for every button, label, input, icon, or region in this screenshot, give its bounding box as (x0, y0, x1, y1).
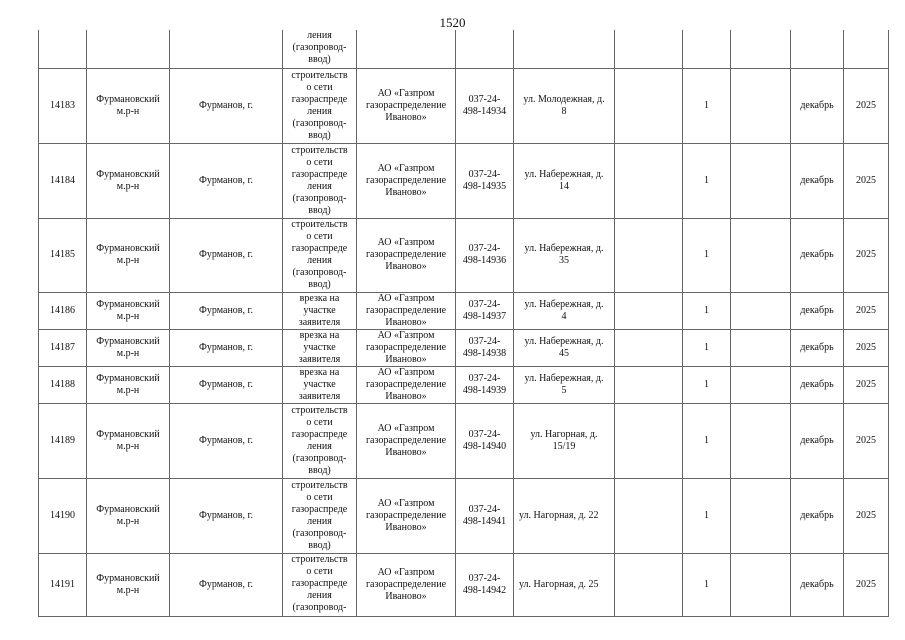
district-cell-line: Фурмановский (96, 298, 160, 310)
table-row (39, 403, 889, 478)
work-type-cell-line: заявителя (298, 353, 341, 365)
address-cell (514, 366, 615, 403)
address-cell (514, 218, 615, 292)
settlement-cell: Фурманов, г. (170, 329, 283, 366)
organization-cell-line: АО «Газпром (377, 87, 435, 99)
year-cell: 2025 (844, 403, 889, 478)
empty-cell (615, 478, 683, 553)
year-cell: 2025 (844, 553, 889, 616)
month-cell: декабрь (791, 143, 844, 218)
district-cell-line: Фурмановский (96, 168, 160, 180)
district-cell-line: Фурмановский (96, 572, 160, 584)
code-cell (456, 478, 514, 553)
row-number-cell: 14186 (39, 292, 87, 329)
work-type-cell-line: газораспреде (291, 503, 348, 515)
code-cell-line: 498-14942 (462, 584, 507, 596)
code-cell-line: 037-24- (468, 372, 501, 384)
year-cell: 2025 (844, 478, 889, 553)
district-cell-line: м.р-н (116, 347, 140, 359)
empty-cell (615, 30, 683, 68)
table-row (39, 366, 889, 403)
address-cell-line: ул. Нагорная, д. 22 (519, 509, 599, 521)
work-type-cell-line: газораспреде (291, 428, 348, 440)
work-type-cell-line: ления (307, 180, 332, 192)
organization-cell (357, 218, 456, 292)
empty-cell (615, 403, 683, 478)
work-type-cell-line: газораспреде (291, 93, 348, 105)
code-cell-line: 498-14937 (462, 310, 507, 322)
code-cell-line: 498-14938 (462, 347, 507, 359)
work-type-cell-line: (газопровод- (292, 192, 347, 204)
organization-cell-line: газораспределение (365, 341, 447, 353)
empty-cell (731, 68, 791, 143)
district-cell-line: м.р-н (116, 105, 140, 117)
work-type-cell (283, 218, 357, 292)
organization-cell (357, 329, 456, 366)
work-type-cell-line: строительств (291, 144, 348, 156)
quantity-cell: 1 (683, 218, 731, 292)
code-cell (456, 366, 514, 403)
work-type-cell (283, 30, 357, 68)
month-cell: декабрь (791, 366, 844, 403)
district-cell (87, 143, 170, 218)
district-cell-line: Фурмановский (96, 372, 160, 384)
row-number-cell: 14187 (39, 329, 87, 366)
address-cell (514, 68, 615, 143)
empty-cell (514, 30, 615, 68)
district-cell-line: м.р-н (116, 180, 140, 192)
table-row (39, 68, 889, 143)
work-type-cell-line: о сети (306, 231, 333, 242)
month-cell: декабрь (791, 329, 844, 366)
district-cell (87, 292, 170, 329)
table-row (39, 143, 889, 218)
organization-cell-line: газораспределение (365, 174, 447, 186)
work-type-cell (283, 68, 357, 143)
code-cell-line: 037-24- (468, 243, 501, 254)
organization-cell-line: Иваново» (385, 261, 427, 272)
row-number-cell: 14184 (39, 143, 87, 218)
district-cell (87, 30, 170, 68)
code-cell-line: 037-24- (468, 428, 501, 440)
table-row-continued (39, 30, 889, 68)
empty-cell (683, 30, 731, 68)
work-type-cell (283, 292, 357, 329)
work-type-cell-line: ления (307, 105, 332, 117)
organization-cell-line: АО «Газпром (377, 162, 435, 174)
organization-cell-line: Иваново» (385, 521, 427, 533)
quantity-cell: 1 (683, 329, 731, 366)
district-cell (87, 403, 170, 478)
page-number: 1520 (439, 15, 466, 30)
address-cell-line: 4 (561, 310, 567, 322)
year-cell: 2025 (844, 366, 889, 403)
row-number-cell: 14188 (39, 366, 87, 403)
district-cell-line: м.р-н (116, 310, 140, 322)
quantity-cell: 1 (683, 292, 731, 329)
year-cell: 2025 (844, 218, 889, 292)
settlement-cell: Фурманов, г. (170, 68, 283, 143)
organization-cell-line: АО «Газпром (377, 366, 435, 378)
organization-cell-line: АО «Газпром (377, 566, 435, 578)
code-cell (456, 68, 514, 143)
address-cell-line: 8 (561, 105, 567, 117)
work-type-cell-line: газораспреде (291, 168, 348, 180)
code-cell (456, 553, 514, 616)
organization-cell (357, 68, 456, 143)
work-type-cell-line: врезка на (299, 292, 340, 304)
empty-cell (844, 30, 889, 68)
organization-cell-line: Иваново» (385, 446, 427, 458)
settlement-cell: Фурманов, г. (170, 143, 283, 218)
empty-cell (731, 366, 791, 403)
district-cell (87, 553, 170, 616)
address-cell (514, 143, 615, 218)
work-type-cell-line: заявителя (298, 316, 341, 328)
work-type-cell-line: ввод) (308, 539, 331, 551)
address-cell (514, 478, 615, 553)
address-cell-line: ул. Набережная, д. (524, 243, 604, 254)
settlement-cell: Фурманов, г. (170, 553, 283, 616)
work-type-cell-line: (газопровод- (292, 601, 347, 613)
work-type-cell-line: строительств (291, 553, 348, 565)
organization-cell (357, 366, 456, 403)
empty-cell (731, 553, 791, 616)
address-cell (514, 292, 615, 329)
organization-cell-line: газораспределение (365, 378, 447, 390)
work-type-cell-line: о сети (306, 416, 333, 428)
organization-cell-line: Иваново» (385, 353, 427, 365)
table-row (39, 478, 889, 553)
work-type-cell-line: о сети (306, 565, 333, 577)
organization-cell (357, 143, 456, 218)
year-cell: 2025 (844, 143, 889, 218)
district-cell-line: Фурмановский (96, 428, 160, 440)
table-row (39, 553, 889, 616)
settlement-cell: Фурманов, г. (170, 292, 283, 329)
organization-cell-line: АО «Газпром (377, 292, 435, 304)
address-cell-line: 14 (559, 180, 569, 192)
organization-cell-line: Иваново» (385, 111, 427, 123)
address-cell-line: ул. Нагорная, д. (530, 428, 598, 440)
work-type-cell (283, 403, 357, 478)
empty-cell (615, 218, 683, 292)
row-number-cell: 14185 (39, 218, 87, 292)
row-number-cell: 14183 (39, 68, 87, 143)
table-body (39, 30, 889, 616)
organization-cell (357, 553, 456, 616)
organization-cell-line: Иваново» (385, 186, 427, 198)
work-type-cell-line: ления (307, 589, 332, 601)
work-type-cell-line: о сети (306, 81, 333, 93)
work-type-cell (283, 329, 357, 366)
work-type-cell-line: (газопровод- (292, 117, 347, 129)
quantity-cell: 1 (683, 143, 731, 218)
work-type-cell (283, 143, 357, 218)
address-cell-line: ул. Набережная, д. (524, 372, 604, 384)
empty-cell (731, 403, 791, 478)
address-cell (514, 403, 615, 478)
district-cell-line: Фурмановский (96, 335, 160, 347)
organization-cell-line: газораспределение (365, 578, 447, 590)
empty-cell (615, 143, 683, 218)
work-type-cell-line: (газопровод- (292, 527, 347, 539)
address-cell-line: 35 (559, 255, 569, 266)
empty-cell (731, 478, 791, 553)
month-cell: декабрь (791, 68, 844, 143)
address-cell-line: ул. Набережная, д. (524, 168, 604, 180)
empty-cell (456, 30, 514, 68)
row-number-cell: 14191 (39, 553, 87, 616)
district-cell-line: м.р-н (116, 255, 140, 266)
code-cell-line: 498-14940 (462, 440, 507, 452)
empty-cell (357, 30, 456, 68)
row-number-cell (39, 30, 87, 68)
work-type-cell-line: ввод) (308, 279, 331, 290)
month-cell: декабрь (791, 403, 844, 478)
work-type-cell-line: строительств (291, 479, 348, 491)
organization-cell-line: АО «Газпром (377, 497, 435, 509)
work-type-cell-line: врезка на (299, 366, 340, 378)
district-cell-line: Фурмановский (96, 93, 160, 105)
organization-cell (357, 292, 456, 329)
code-cell-line: 037-24- (468, 93, 501, 105)
settlement-cell: Фурманов, г. (170, 218, 283, 292)
work-type-cell (283, 366, 357, 403)
work-type-cell-line: о сети (306, 156, 333, 168)
district-cell-line: м.р-н (116, 515, 140, 527)
district-cell (87, 68, 170, 143)
work-type-cell-line: ления (307, 30, 332, 41)
work-type-cell-line: ления (307, 440, 332, 452)
district-cell-line: Фурмановский (96, 503, 160, 515)
organization-cell-line: газораспределение (365, 434, 447, 446)
organization-cell-line: АО «Газпром (377, 237, 435, 248)
work-type-cell-line: о сети (306, 491, 333, 503)
organization-cell-line: Иваново» (385, 590, 427, 602)
address-cell-line: ул. Молодежная, д. (523, 93, 605, 105)
code-cell-line: 498-14939 (462, 384, 507, 396)
work-type-cell-line: строительств (291, 404, 348, 416)
row-number-cell: 14189 (39, 403, 87, 478)
district-cell-line: Фурмановский (96, 243, 160, 254)
empty-cell (791, 30, 844, 68)
work-type-cell-line: ввод) (308, 129, 331, 141)
quantity-cell: 1 (683, 68, 731, 143)
empty-cell (615, 553, 683, 616)
empty-cell (731, 30, 791, 68)
code-cell-line: 037-24- (468, 572, 501, 584)
work-type-cell-line: ввод) (308, 204, 331, 216)
address-cell-line: 45 (559, 347, 569, 359)
organization-cell-line: Иваново» (385, 316, 427, 328)
empty-cell (731, 292, 791, 329)
organization-cell (357, 403, 456, 478)
year-cell: 2025 (844, 329, 889, 366)
work-type-cell-line: (газопровод- (292, 42, 347, 53)
district-cell (87, 218, 170, 292)
work-type-cell-line: участке (303, 341, 336, 353)
code-cell-line: 037-24- (468, 335, 501, 347)
settlement-cell: Фурманов, г. (170, 366, 283, 403)
code-cell (456, 403, 514, 478)
month-cell: декабрь (791, 292, 844, 329)
settlement-cell: Фурманов, г. (170, 478, 283, 553)
work-type-cell-line: ления (307, 255, 332, 266)
work-type-cell-line: газораспреде (291, 243, 348, 254)
work-type-cell-line: участке (303, 304, 336, 316)
address-cell-line: ул. Набережная, д. (524, 335, 604, 347)
code-cell-line: 037-24- (468, 298, 501, 310)
work-type-cell-line: ления (307, 515, 332, 527)
code-cell-line: 498-14935 (462, 180, 507, 192)
address-cell-line: ул. Набережная, д. (524, 298, 604, 310)
code-cell (456, 218, 514, 292)
district-cell-line: м.р-н (116, 384, 140, 396)
work-type-cell-line: участке (303, 378, 336, 390)
table-row (39, 292, 889, 329)
address-cell (514, 329, 615, 366)
empty-cell (615, 366, 683, 403)
registry-table (38, 30, 889, 617)
code-cell (456, 292, 514, 329)
work-type-cell-line: строительств (291, 219, 348, 230)
address-cell-line: ул. Нагорная, д. 25 (519, 578, 599, 590)
table-row (39, 329, 889, 366)
organization-cell-line: газораспределение (365, 304, 447, 316)
organization-cell (357, 478, 456, 553)
quantity-cell: 1 (683, 403, 731, 478)
district-cell (87, 478, 170, 553)
work-type-cell (283, 553, 357, 616)
organization-cell-line: АО «Газпром (377, 329, 435, 341)
empty-cell (731, 329, 791, 366)
organization-cell-line: АО «Газпром (377, 422, 435, 434)
address-cell-line: 5 (561, 384, 567, 396)
work-type-cell-line: ввод) (308, 54, 331, 65)
work-type-cell-line: строительств (291, 69, 348, 81)
empty-cell (615, 68, 683, 143)
work-type-cell-line: (газопровод- (292, 267, 347, 278)
table-row (39, 218, 889, 292)
month-cell: декабрь (791, 553, 844, 616)
address-cell-line: 15/19 (552, 440, 576, 452)
work-type-cell-line: (газопровод- (292, 452, 347, 464)
code-cell-line: 498-14941 (462, 515, 507, 527)
year-cell: 2025 (844, 68, 889, 143)
settlement-cell (170, 30, 283, 68)
work-type-cell-line: заявителя (298, 390, 341, 402)
code-cell (456, 329, 514, 366)
organization-cell-line: газораспределение (365, 249, 447, 260)
organization-cell-line: газораспределение (365, 509, 447, 521)
code-cell-line: 498-14934 (462, 105, 507, 117)
empty-cell (731, 218, 791, 292)
work-type-cell (283, 478, 357, 553)
code-cell-line: 498-14936 (462, 255, 507, 266)
row-number-cell: 14190 (39, 478, 87, 553)
work-type-cell-line: ввод) (308, 464, 331, 476)
work-type-cell-line: врезка на (299, 329, 340, 341)
year-cell: 2025 (844, 292, 889, 329)
organization-cell-line: Иваново» (385, 390, 427, 402)
district-cell (87, 366, 170, 403)
work-type-cell-line: газораспреде (291, 577, 348, 589)
empty-cell (615, 292, 683, 329)
empty-cell (731, 143, 791, 218)
month-cell: декабрь (791, 218, 844, 292)
quantity-cell: 1 (683, 478, 731, 553)
month-cell: декабрь (791, 478, 844, 553)
settlement-cell: Фурманов, г. (170, 403, 283, 478)
district-cell (87, 329, 170, 366)
address-cell (514, 553, 615, 616)
quantity-cell: 1 (683, 553, 731, 616)
code-cell-line: 037-24- (468, 168, 501, 180)
code-cell (456, 143, 514, 218)
organization-cell-line: газораспределение (365, 99, 447, 111)
quantity-cell: 1 (683, 366, 731, 403)
empty-cell (615, 329, 683, 366)
code-cell-line: 037-24- (468, 503, 501, 515)
district-cell-line: м.р-н (116, 584, 140, 596)
district-cell-line: м.р-н (116, 440, 140, 452)
